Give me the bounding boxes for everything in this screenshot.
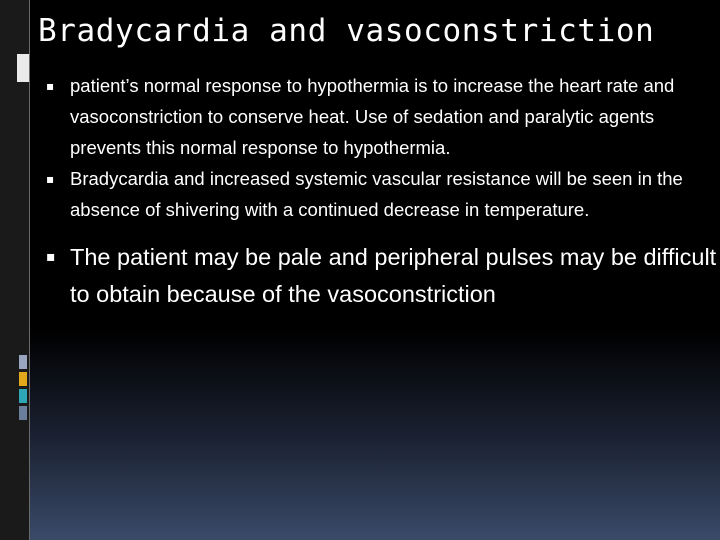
square-bullet-icon: ▪	[46, 172, 55, 186]
bullet-text: Bradycardia and increased systemic vascular resistance will be seen in the absence of shivering with a continued decrease in temperature.	[70, 168, 683, 220]
accent-square-2	[19, 372, 27, 386]
accent-square-1	[19, 355, 27, 369]
bullet-list	[46, 71, 718, 313]
bullet-item	[46, 71, 718, 164]
side-decoration-block	[17, 54, 29, 82]
bullet-text: patient’s normal response to hypothermia is to increase the heart rate and vasoconstriction to conserve heat. Use of sedation and paralytic agents prevents this normal response to hypothermia.	[70, 75, 675, 158]
bullet-item	[46, 239, 718, 313]
bullet-text: The patient may be pale and peripheral pulses may be difficult to obtain because of the vasoconstriction	[70, 244, 717, 307]
slide-title: Bradycardia and vasoconstriction	[38, 13, 655, 49]
bullet-item	[46, 164, 718, 226]
square-bullet-icon: ▪	[46, 79, 55, 93]
side-strip-edge-line	[29, 0, 30, 540]
accent-square-4	[19, 406, 27, 420]
square-bullet-icon: ▪	[46, 249, 56, 265]
accent-square-3	[19, 389, 27, 403]
